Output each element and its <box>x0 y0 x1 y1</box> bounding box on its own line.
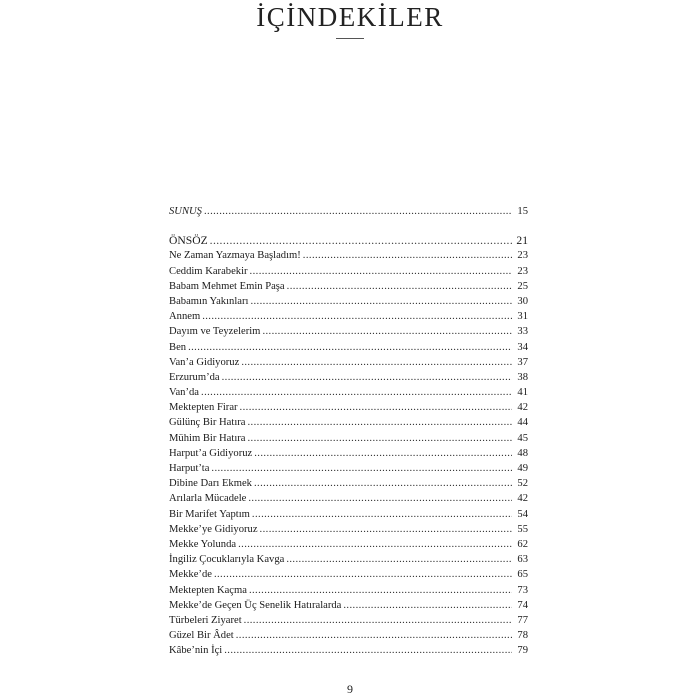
dot-leader <box>224 643 512 658</box>
toc-entry <box>169 279 528 294</box>
toc-entry-list <box>169 248 528 658</box>
toc-entry-label: Van’da <box>169 387 200 399</box>
table-of-contents <box>169 204 528 658</box>
toc-entry <box>169 537 528 552</box>
toc-entry-label: Türbeleri Ziyaret <box>169 614 242 626</box>
dot-leader <box>250 264 512 279</box>
toc-entry-page: 52 <box>517 478 528 490</box>
toc-entry-label: Van’a Gidiyoruz <box>169 356 240 368</box>
dot-leader <box>286 552 512 567</box>
toc-entry-page: 15 <box>517 206 528 217</box>
toc-entry-page: 65 <box>517 569 528 581</box>
dot-leader <box>244 613 512 628</box>
toc-entry-page: 31 <box>517 311 528 323</box>
toc-entry <box>169 567 528 582</box>
toc-entry-page: 25 <box>517 280 528 292</box>
toc-entry-page: 21 <box>516 234 528 248</box>
dot-leader <box>248 491 512 506</box>
toc-entry-page: 63 <box>517 554 528 566</box>
dot-leader <box>252 507 512 522</box>
toc-entry <box>169 431 528 446</box>
toc-entry <box>169 324 528 339</box>
toc-entry <box>169 340 528 355</box>
toc-entry <box>169 400 528 415</box>
toc-entry-label: ÖNSÖZ <box>169 234 208 248</box>
toc-entry-label: Mekke’ye Gidiyoruz <box>169 523 258 535</box>
toc-entry-page: 38 <box>517 371 528 383</box>
toc-entry-label: Mektepten Kaçma <box>169 584 247 596</box>
toc-entry <box>169 264 528 279</box>
toc-entry-label: Ne Zaman Yazmaya Başladım! <box>169 250 301 262</box>
toc-entry-page: 54 <box>517 508 528 520</box>
dot-leader <box>241 355 512 370</box>
dot-leader <box>254 476 512 491</box>
toc-entry <box>169 370 528 385</box>
toc-entry-label: Mekke Yolunda <box>169 538 237 550</box>
toc-entry-label: Annem <box>169 311 201 323</box>
toc-entry <box>169 522 528 537</box>
toc-entry-label: Babamın Yakınları <box>169 295 249 307</box>
dot-leader <box>248 415 513 430</box>
toc-entry <box>169 446 528 461</box>
toc-entry <box>169 355 528 370</box>
dot-leader <box>303 248 512 263</box>
toc-entry-label: Mekke’de Geçen Üç Senelik Hatıralarda <box>169 599 342 611</box>
toc-entry-page: 42 <box>517 402 528 414</box>
toc-entry-label: Ceddim Karabekir <box>169 265 248 277</box>
toc-entry-page: 23 <box>517 250 528 262</box>
dot-leader <box>249 583 512 598</box>
toc-entry-label: Arılarla Mücadele <box>169 493 247 505</box>
dot-leader <box>343 598 512 613</box>
toc-entry-page: 30 <box>517 295 528 307</box>
toc-entry-label: Mekke’de <box>169 569 212 581</box>
toc-entry <box>169 552 528 567</box>
dot-leader <box>214 567 512 582</box>
toc-entry-label: Dibine Darı Ekmek <box>169 478 252 490</box>
dot-leader <box>250 294 512 309</box>
page-number: 9 <box>347 682 353 696</box>
dot-leader <box>248 431 513 446</box>
toc-entry <box>169 613 528 628</box>
page-title: İÇİNDEKİLER <box>256 2 444 32</box>
toc-entry-page: 41 <box>517 387 528 399</box>
toc-entry-page: 42 <box>517 493 528 505</box>
dot-leader <box>254 446 512 461</box>
toc-entry <box>169 583 528 598</box>
toc-entry-intro <box>169 204 528 219</box>
toc-entry-label: SUNUŞ <box>169 206 202 217</box>
toc-entry-page: 34 <box>517 341 528 353</box>
toc-entry-page: 45 <box>517 432 528 444</box>
toc-entry <box>169 598 528 613</box>
dot-leader <box>260 522 512 537</box>
toc-entry <box>169 628 528 643</box>
toc-entry <box>169 415 528 430</box>
toc-entry-page: 74 <box>517 599 528 611</box>
toc-entry-label: Babam Mehmet Emin Paşa <box>169 280 285 292</box>
toc-entry <box>169 248 528 263</box>
spacer <box>169 219 528 233</box>
toc-entry-label: İngiliz Çocuklarıyla Kavga <box>169 554 285 566</box>
toc-entry <box>169 507 528 522</box>
dot-leader <box>287 279 512 294</box>
toc-section-heading <box>169 233 528 248</box>
toc-entry <box>169 476 528 491</box>
toc-entry-page: 48 <box>517 447 528 459</box>
toc-entry <box>169 491 528 506</box>
toc-entry-page: 78 <box>517 630 528 642</box>
dot-leader <box>188 340 512 355</box>
dot-leader <box>202 309 512 324</box>
dot-leader <box>236 628 512 643</box>
toc-entry-page: 49 <box>517 463 528 474</box>
toc-entry-page: 33 <box>517 326 528 338</box>
toc-entry-page: 37 <box>517 356 528 368</box>
toc-entry <box>169 461 528 476</box>
toc-entry-label: Ben <box>169 341 187 353</box>
dot-leader <box>222 370 512 385</box>
toc-entry <box>169 294 528 309</box>
toc-entry-page: 55 <box>517 523 528 535</box>
toc-entry-label: Mühim Bir Hatıra <box>169 432 246 444</box>
toc-entry-label: Dayım ve Teyzelerim <box>169 326 261 338</box>
dot-leader <box>262 324 512 339</box>
toc-entry-page: 23 <box>517 265 528 277</box>
toc-entry-page: 44 <box>517 417 528 429</box>
toc-entry-label: Mektepten Firar <box>169 402 238 414</box>
toc-entry-label: Güzel Bir Âdet <box>169 630 234 642</box>
dot-leader <box>204 204 512 219</box>
toc-entry-page: 79 <box>517 645 528 657</box>
dot-leader <box>201 385 512 400</box>
toc-entry <box>169 385 528 400</box>
toc-entry-label: Gülünç Bir Hatıra <box>169 417 246 429</box>
dot-leader <box>240 400 512 415</box>
toc-entry-page: 73 <box>517 584 528 596</box>
toc-entry-label: Harput’ta <box>169 463 210 474</box>
toc-entry-label: Erzurum’da <box>169 371 220 383</box>
toc-entry-label: Bir Marifet Yaptım <box>169 508 250 520</box>
toc-entry <box>169 643 528 658</box>
toc-entry-label: Harput’a Gidiyoruz <box>169 447 253 459</box>
dot-leader <box>210 233 512 248</box>
title-divider <box>336 38 364 39</box>
dot-leader <box>211 461 512 476</box>
toc-entry-page: 62 <box>517 538 528 550</box>
toc-entry-label: Kâbe’nin İçi <box>169 645 223 657</box>
toc-entry-page: 77 <box>517 614 528 626</box>
toc-entry <box>169 309 528 324</box>
dot-leader <box>238 537 512 552</box>
